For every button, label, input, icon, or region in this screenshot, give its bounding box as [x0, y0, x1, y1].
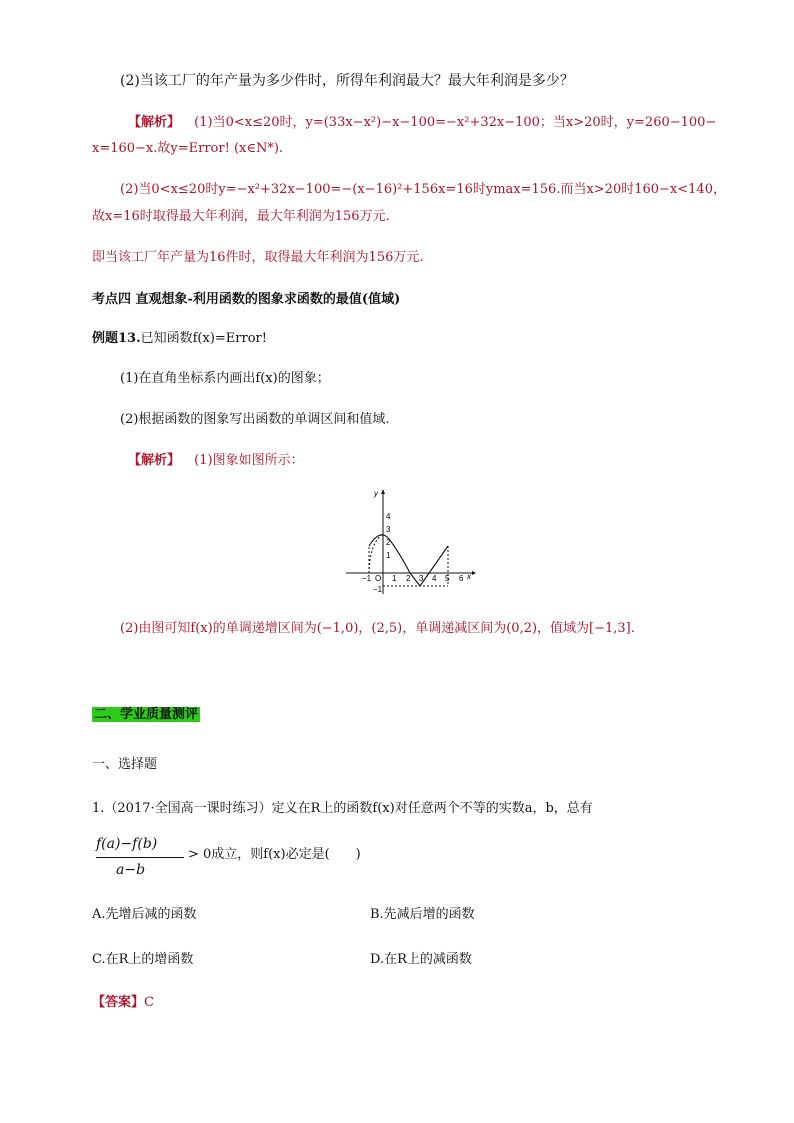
x-tick-2: 2	[406, 574, 411, 583]
fraction-bar	[96, 857, 184, 858]
example-text: 已知函数f(x)=Error!	[140, 331, 267, 346]
y-axis-label: y	[374, 489, 378, 498]
section-title: 考点四 直观想象-利用函数的图象求函数的最值(值域)	[92, 292, 401, 307]
option-d: D.在R上的减函数	[370, 952, 472, 967]
y-tick-3: 3	[386, 525, 391, 534]
solution-2-line-2: 故x=16时取得最大年利润，最大年利润为156万元.	[92, 209, 390, 224]
part-2-title	[92, 706, 200, 724]
example-solution-1-text: (1)图象如图所示：	[194, 453, 304, 468]
problem-1-fraction	[96, 836, 186, 882]
fraction-denominator: a−b	[116, 862, 146, 878]
solution-1-line-1: (1)当0<x≤20时，y=(33x−x²)−x−100=−x²+32x−100；当x>20时，y=260−100−	[194, 115, 717, 130]
y-axis-arrow	[381, 489, 385, 494]
x-tick-origin: O	[375, 574, 382, 583]
example-label: 例题13.	[92, 331, 141, 346]
example-solution-2: (2)由图可知f(x)的单调递增区间为(−1,0)，(2,5)，单调递减区间为(0,2)，值域为[−1,3].	[120, 621, 635, 636]
x-tick-4: 4	[432, 574, 437, 583]
function-graph	[340, 486, 480, 598]
option-a: A.先增后减的函数	[92, 907, 197, 922]
example-solution-1	[128, 452, 304, 470]
x-axis-label: x	[467, 572, 471, 581]
dashed-arc-left	[369, 534, 383, 573]
fraction-numerator: f(a)−f(b)	[96, 836, 158, 852]
part-2-title-text: 二、学业质量测评	[94, 707, 199, 722]
example-13	[92, 330, 267, 348]
y-tick-4: 4	[386, 512, 391, 521]
x-axis-arrow	[472, 571, 476, 575]
x-tick-5: 5	[445, 574, 450, 583]
x-tick-neg1: −1	[362, 574, 372, 583]
solution-1-line-2: x=160−x.故y=Error! (x∈N*).	[92, 141, 284, 156]
conclusion: 即当该工厂年产量为16件时，取得最大年利润为156万元.	[92, 250, 424, 265]
example-question-1: (1)在直角坐标系内画出f(x)的图象；	[120, 371, 330, 386]
y-tick-2: 2	[386, 538, 391, 547]
question-2: (2)当该工厂的年产量为多少件时，所得年利润最大？最大年利润是多少？	[120, 73, 574, 89]
y-tick-1: 1	[386, 551, 391, 560]
option-b: B.先减后增的函数	[370, 907, 475, 922]
x-tick-1: 1	[392, 574, 397, 583]
solution-label: 【解析】	[128, 115, 181, 130]
x-tick-6: 6	[459, 574, 464, 583]
answer	[92, 994, 154, 1012]
problem-1-stem: 1.（2017·全国高一课时练习）定义在R上的函数f(x)对任意两个不等的实数a，b，总有	[92, 801, 593, 816]
solution-label: 【解析】	[128, 453, 181, 468]
option-c: C.在R上的增函数	[92, 952, 194, 967]
solution-2-line-1: (2)当0<x≤20时y=−x²+32x−100=−(x−16)²+156x=16时ymax=156.而当x>20时160−x<140，	[120, 182, 726, 197]
solution-1	[128, 114, 716, 132]
answer-label: 【答案】	[92, 995, 145, 1010]
problem-1-tail: > 0成立，则f(x)必定是( )	[188, 847, 361, 862]
example-question-2: (2)根据函数的图象写出函数的单调区间和值域.	[120, 412, 390, 427]
choice-section-title: 一、选择题	[92, 757, 158, 772]
x-tick-3: 3	[419, 574, 424, 583]
answer-value: C	[144, 995, 154, 1010]
y-tick-neg1: −1	[373, 585, 383, 594]
